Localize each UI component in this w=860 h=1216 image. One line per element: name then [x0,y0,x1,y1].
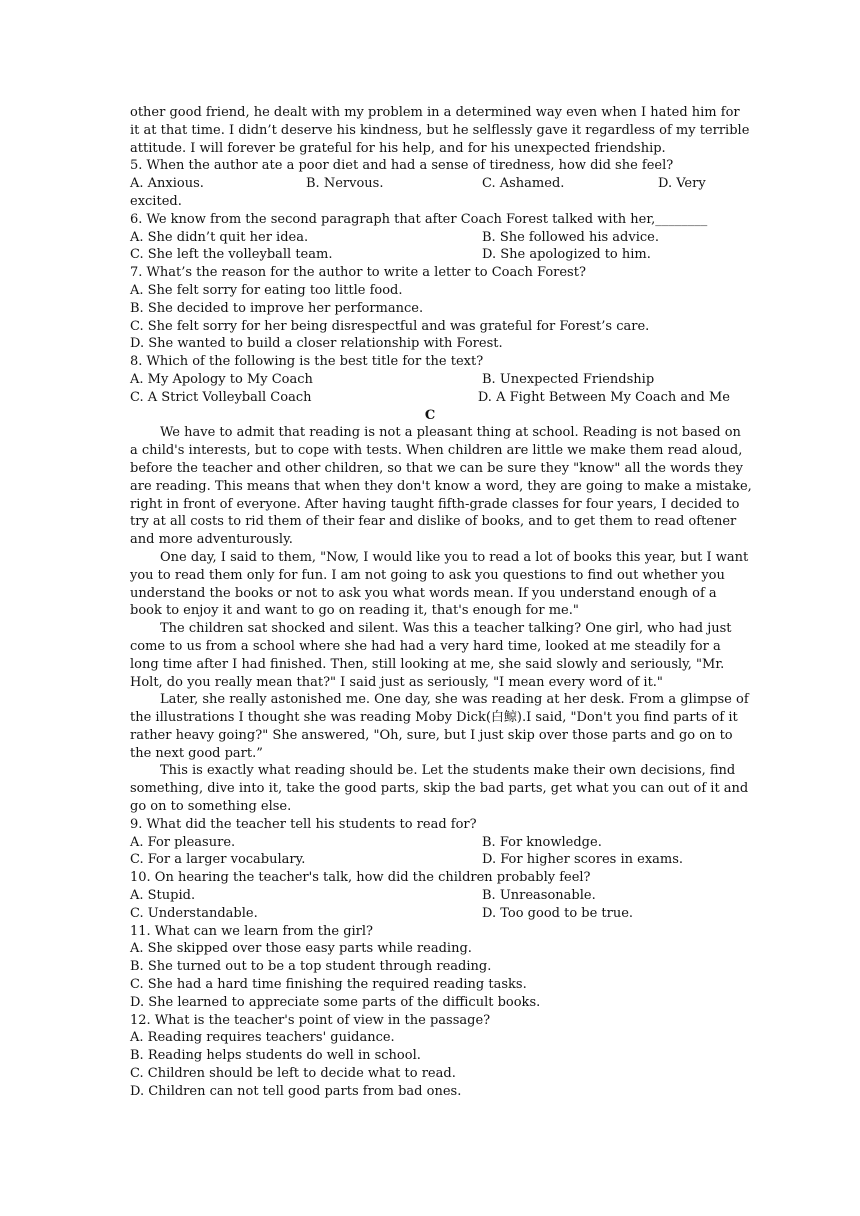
option-d: D. Very [658,176,706,192]
option-d: D. Too good to be true. [482,905,634,921]
text-line: right in front of everyone. After having taught fifth-grade classes for four years, I decided to [130,496,740,512]
option-b: B. For knowledge. [482,834,602,850]
options-row [130,246,730,264]
question-stem: 5. When the author ate a poor diet and had a sense of tiredness, how did she feel? [130,158,674,174]
passage-paragraph-2 [130,549,749,620]
option-a: A. She felt sorry for eating too little food. [130,282,403,298]
option-a: A. She skipped over those easy parts while reading. [130,941,472,957]
option-a: A. For pleasure. [130,834,236,850]
text-line: you to read them only for fun. I am not going to ask you questions to find out whether you [130,567,725,583]
question-stem: 7. What’s the reason for the author to write a letter to Coach Forest? [130,265,586,281]
option-a: A. She didn’t quit her idea. [130,229,309,245]
options-row [130,229,730,247]
option-b: B. She turned out to be a top student through reading. [130,959,492,975]
passage-paragraph-3 [130,620,730,691]
question-stem: 10. On hearing the teacher's talk, how did the children probably feel? [130,870,591,886]
options-row [130,834,730,852]
intro-paragraph [130,104,750,157]
option-c: C. Understandable. [130,905,258,921]
text-line: Holt, do you really mean that?" I said just as seriously, "I mean every word of it." [130,674,663,690]
question-8 [130,353,730,406]
question-7 [130,264,730,353]
text-line: the illustrations I thought she was reading Moby Dick(白鲸).I said, "Don't you find parts of it [130,710,738,726]
text-line: something, dive into it, take the good parts, skip the bad parts, get what you can out of it and [130,781,749,797]
question-6 [130,211,730,264]
text-line: before the teacher and other children, so that we can be sure they "know" all the words they [130,460,744,476]
options-row [130,851,730,869]
question-12 [130,1012,730,1101]
text-line: understand the books or not to ask you what words mean. If you understand enough of a [130,585,717,601]
option-d: D. She wanted to build a closer relationship with Forest. [130,336,503,352]
option-b: B. Nervous. [306,176,384,192]
text-line: rather heavy going?" She answered, "Oh, sure, but I just skip over those parts and go on to [130,727,733,743]
option-a: A. Reading requires teachers' guidance. [130,1030,395,1046]
text-line: the next good part.” [130,745,263,761]
option-b: B. She followed his advice. [482,229,659,245]
option-d: D. A Fight Between My Coach and Me [477,389,730,405]
text-line: This is exactly what reading should be. Let the students make their own decisions, find [160,763,736,779]
question-stem: 12. What is the teacher's point of view in the passage? [130,1012,491,1028]
option-d: D. Children can not tell good parts from bad ones. [130,1083,462,1099]
text-line: a child's interests, but to cope with tests. When children are little we make them read aloud, [130,443,743,459]
option-b: B. Reading helps students do well in school. [130,1048,421,1064]
text-line: try at all costs to rid them of their fear and dislike of books, and to get them to read oftener [130,514,737,530]
text-line: go on to something else. [130,799,292,815]
option-b: B. She decided to improve her performance. [130,300,424,316]
option-b: B. Unexpected Friendship [482,371,655,387]
question-9 [130,816,730,869]
text-line: One day, I said to them, "Now, I would like you to read a lot of books this year, but I want [160,549,749,565]
option-d-wrap: excited. [130,193,182,209]
passage-paragraph-4 [130,691,749,762]
option-c: C. She had a hard time finishing the required reading tasks. [130,977,527,993]
options-row [130,905,730,923]
options-row [130,389,730,407]
option-c: C. Children should be left to decide what to read. [130,1066,456,1082]
option-a: A. Stupid. [130,888,196,904]
question-stem: 9. What did the teacher tell his students to read for? [130,816,477,832]
option-b: B. Unreasonable. [482,888,596,904]
text-line: other good friend, he dealt with my problem in a determined way even when I hated him for [130,105,740,120]
option-d: D. For higher scores in exams. [482,852,684,868]
text-line: are reading. This means that when they don't know a word, they are going to make a mistake, [130,478,752,494]
text-line: come to us from a school where she had had a very hard time, looked at me steadily for a [130,638,721,654]
text-line: The children sat shocked and silent. Was this a teacher talking? One girl, who had just [160,621,732,637]
options-row [130,175,730,193]
option-c: C. A Strict Volleyball Coach [130,389,312,405]
question-5 [130,157,730,210]
question-10 [130,869,730,922]
text-line: book to enjoy it and want to go on reading it, that's enough for me." [130,603,579,619]
text-line: We have to admit that reading is not a pleasant thing at school. Reading is not based on [160,425,741,441]
option-c: C. She left the volleyball team. [130,247,333,263]
option-d: D. She learned to appreciate some parts of the difficult books. [130,994,541,1010]
option-c: C. She felt sorry for her being disrespectful and was grateful for Forest’s care. [130,318,650,334]
document-page [130,104,752,1101]
text-line: and more adventurously. [130,532,293,548]
text-line: attitude. I will forever be grateful for his help, and for his unexpected friendship. [130,140,666,156]
passage-paragraph-5 [130,762,749,815]
text-line: Later, she really astonished me. One day, she was reading at her desk. From a glimpse of [160,692,749,708]
text-line: long time after I had finished. Then, still looking at me, she said slowly and seriously, "Mr. [130,656,725,672]
reading-passage [130,424,752,816]
question-stem: 6. We know from the second paragraph that after Coach Forest talked with her,________ [130,211,708,227]
option-a: A. Anxious. [130,176,204,192]
option-c: C. Ashamed. [482,176,565,192]
option-a: A. My Apology to My Coach [130,371,313,387]
option-c: C. For a larger vocabulary. [130,852,306,868]
passage-paragraph-1 [130,424,752,549]
question-stem: 11. What can we learn from the girl? [130,923,374,939]
text-line: it at that time. I didn’t deserve his kindness, but he selflessly gave it regardless of my terrible [130,122,750,138]
option-d: D. She apologized to him. [482,247,651,263]
section-heading: C [424,407,436,423]
question-11 [130,923,730,1012]
options-row [130,371,730,389]
options-row [130,887,730,905]
question-stem: 8. Which of the following is the best title for the text? [130,354,484,370]
